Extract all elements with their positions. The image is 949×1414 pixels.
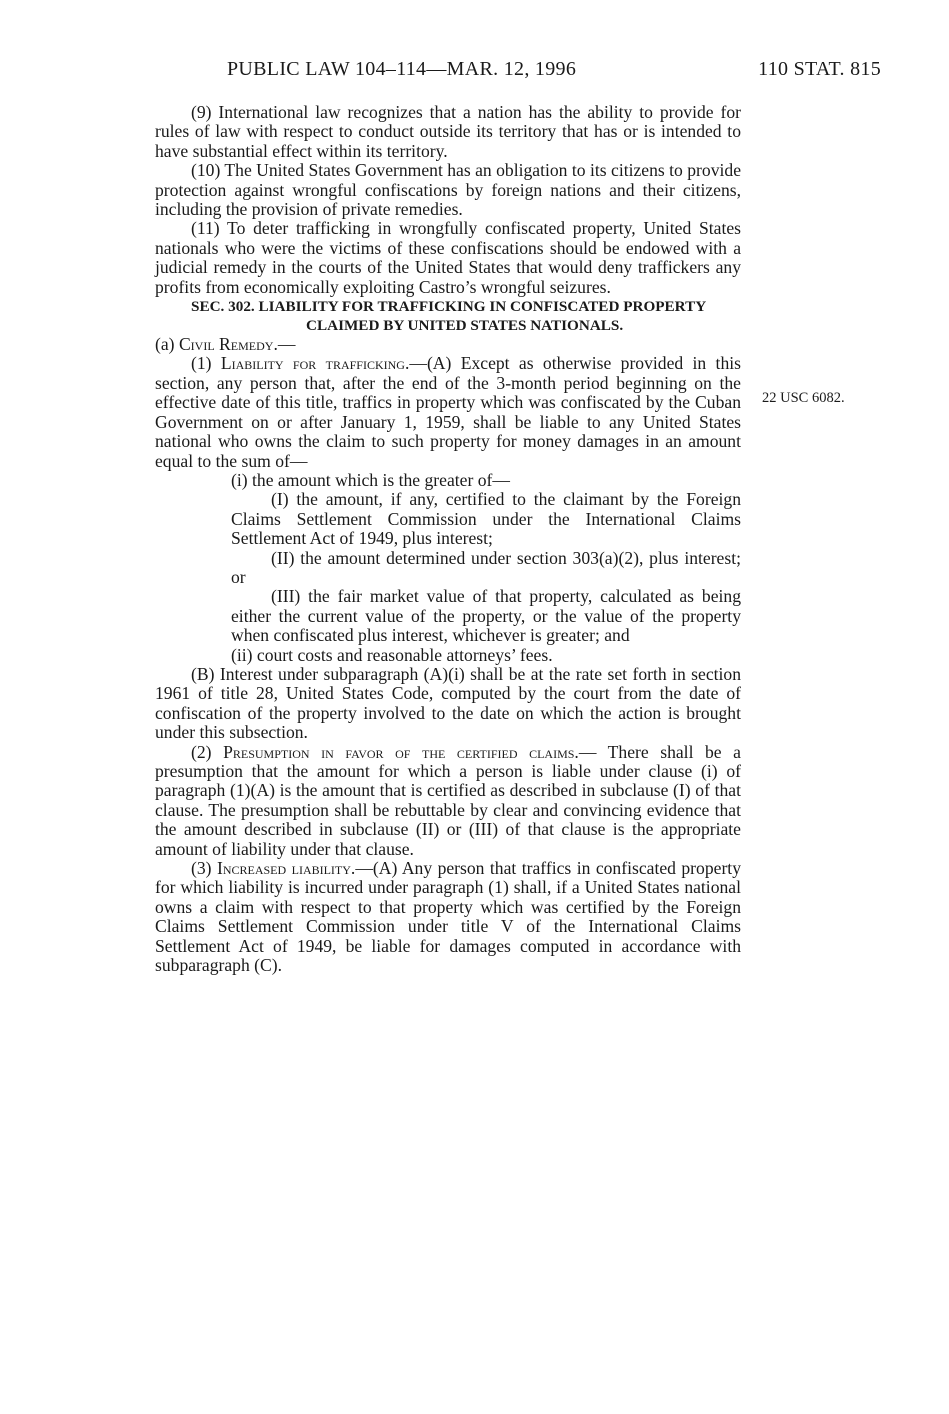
subclause-III: (III) the fair market value of that property, calculated as being either the current value of the property, or the value of the property when confiscated plus interest, whichever is greater; and [231, 586, 741, 646]
page-number: 110 STAT. 815 [758, 58, 881, 80]
subclause-II: (II) the amount determined under section 303(a)(2), plus interest; or [231, 547, 741, 587]
paragraph-3 [155, 859, 741, 975]
clause-ii: (ii) court costs and reasonable attorneys’ fees. [231, 644, 553, 665]
section-heading [155, 297, 775, 335]
paragraph-2-text: — There shall be a presumption that the amount for which a person is liable under clause (i) of paragraph (1)(A) is the amount that is certified as described in subclause (I) of that clause. The presumption shall be rebuttable by clear and convincing evidence that the amount described in subclause (II) or (III) of that clause is the appropriate amount of liability under that clause. [155, 741, 741, 859]
paragraph-3-text: —(A) Any person that traffics in confiscated property for which liability is incurred under paragraph (1) shall, if a United States national owns a claim with respect to that property which was certified by the Foreign Claims Settlement Commission under title V of the International Claims Settlement Act of 1949, be liable for damages computed in accordance with subparagraph (C). [155, 858, 741, 976]
finding-11: (11) To deter trafficking in wrongfully confiscated property, United States nationals who were the victims of these confiscations should be endowed with a judicial remedy in the courts of the United States that would deny traffickers any profits from economically exploiting Castro’s wrongful seizures. [155, 218, 741, 297]
subsection-a-dash: — [277, 334, 296, 355]
law-title: PUBLIC LAW 104–114—MAR. 12, 1996 [227, 58, 577, 80]
finding-10: (10) The United States Government has an obligation to its citizens to provide protection against wrongful confiscations by foreign nations and their citizens, including the provision of private remedies. [155, 160, 741, 220]
subclause-I: (I) the amount, if any, certified to the claimant by the Foreign Claims Settlement Commission under the International Claims Settlement Act of 1949, plus interest; [231, 489, 741, 549]
section-heading-line1: SEC. 302. LIABILITY FOR TRAFFICKING IN CONFISCATED PROPERTY [191, 298, 707, 316]
paragraph-1-text: —(A) Except as otherwise provided in this section, any person that, after the end of the 3-month period beginning on the effective date of this title, traffics in property which was confiscated by the Cuban Government on or after January 1, 1959, shall be liable to any United States national who owns the claim to such property for money damages in an amount equal to the sum of— [155, 353, 741, 471]
subparagraph-B: (B) Interest under subparagraph (A)(i) shall be at the rate set forth in section 1961 of title 28, United States Code, computed by the court from the date of confiscation of the property involved to the date on which the action is brought under this subsection. [155, 663, 741, 743]
paragraph-3-heading: Increased liability. [216, 858, 356, 879]
paragraph-3-label: (3) [191, 858, 217, 879]
paragraph-2-label: (2) [191, 741, 224, 762]
subsection-a-label: (a) [155, 334, 179, 355]
subsection-a-title: Civil Remedy. [178, 334, 278, 355]
paragraph-1-heading: Liability for trafficking. [220, 353, 410, 374]
paragraph-1-label: (1) [191, 353, 221, 374]
running-head [155, 58, 883, 84]
clause-i: (i) the amount which is the greater of— [231, 469, 510, 490]
finding-9: (9) International law recognizes that a nation has the ability to provide for rules of law with respect to conduct outside its territory that has or is intended to have substantial effect within its territory. [155, 102, 741, 161]
paragraph-1 [155, 354, 741, 470]
paragraph-2 [155, 743, 741, 859]
section-heading-line2: CLAIMED BY UNITED STATES NATIONALS. [306, 317, 624, 335]
usc-citation: 22 USC 6082. [762, 390, 845, 406]
statute-body [155, 103, 741, 975]
paragraph-2-heading: Presumption in favor of the certified claims. [223, 741, 579, 762]
subsection-a-heading [155, 335, 741, 354]
